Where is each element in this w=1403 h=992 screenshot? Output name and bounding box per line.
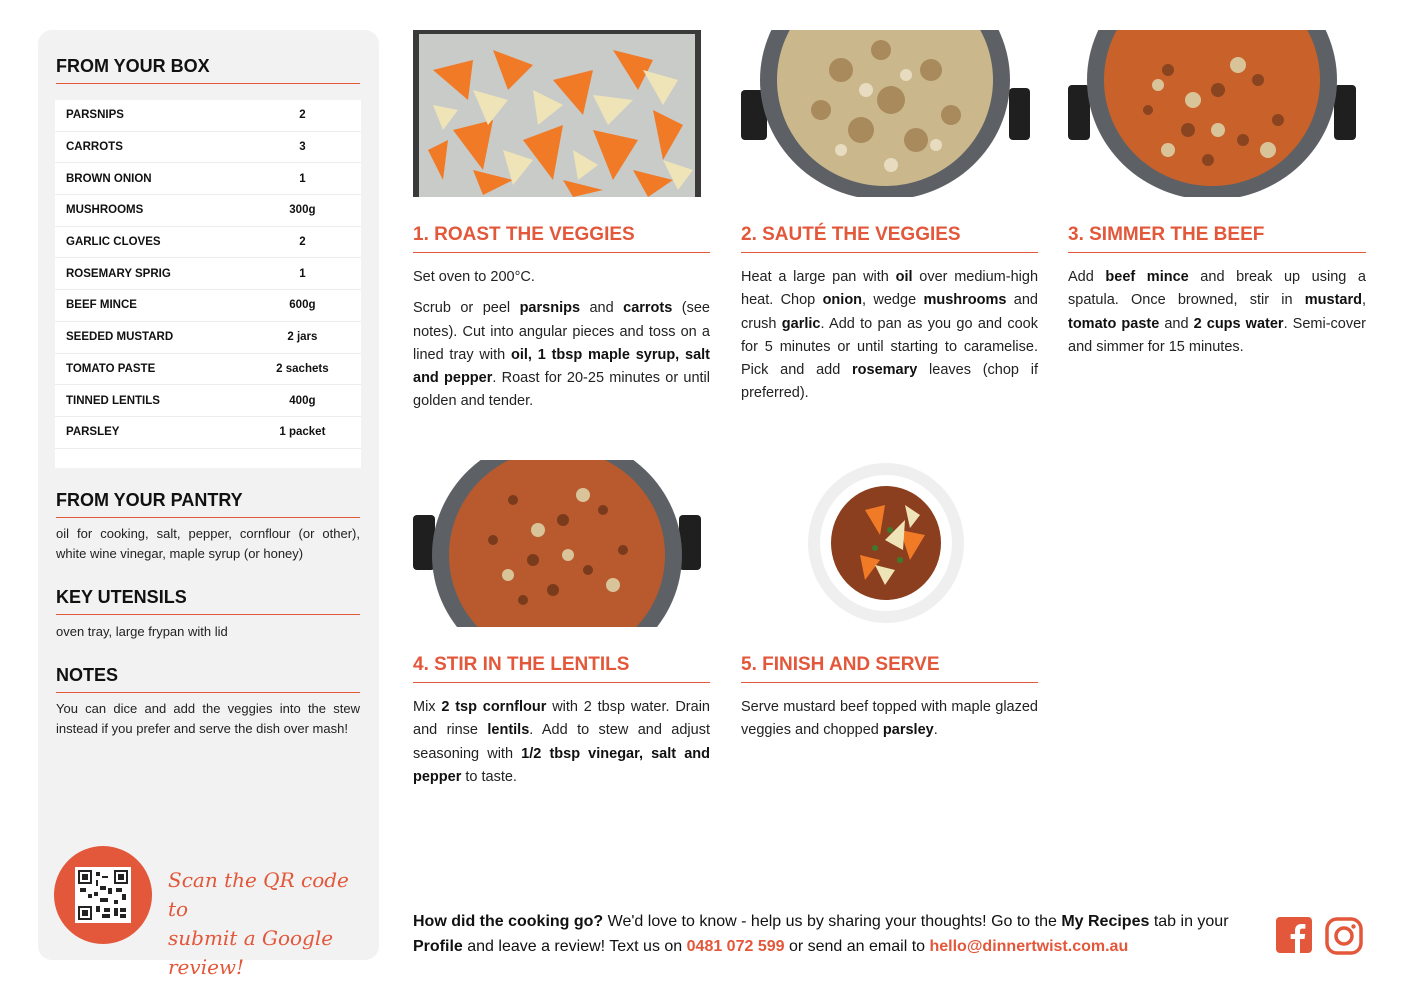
qr-message [168, 866, 368, 982]
step-1-para-1: Set oven to 200°C. [413, 269, 535, 285]
footer-text: How did the cooking go? [413, 913, 604, 930]
instruction-text: . Semi-cover and simmer for 15 minutes. [1068, 315, 1366, 355]
step-3-body [1068, 266, 1366, 367]
step-1-body [413, 266, 710, 422]
instruction-text: and break up using a spatula. Once browned, stir in [1068, 269, 1366, 309]
ingredient-row [55, 132, 361, 164]
ingredient-qty: 2 [299, 109, 306, 122]
instruction-text: . Add to pan as you go and cook for 5 minutes or until starting to caramelise. Pick and add [741, 315, 1038, 379]
ingredient-name: GARLIC CLOVES [66, 236, 161, 249]
step-5-title: 5. FINISH AND SERVE [741, 654, 1038, 683]
step-3-para-1 [1068, 266, 1366, 359]
qr-message-line1: Scan the QR code to [168, 868, 349, 921]
bold-ingredient: oil [895, 269, 913, 285]
instruction-text: and [580, 300, 624, 317]
bold-ingredient: oil, 1 tbsp maple syrup, salt and pepper [413, 346, 710, 387]
notes-text: You can dice and add the veggies into the stew instead if you prefer and serve the dish over mash! [56, 701, 360, 736]
instruction-text: leaves (chop if preferred). [741, 362, 1038, 402]
bold-ingredient: carrots [623, 300, 673, 317]
ingredient-name: CARROTS [66, 141, 123, 154]
footer-text: Profile [413, 938, 463, 955]
qr-badge[interactable] [54, 846, 152, 944]
ingredient-row [55, 100, 361, 132]
pantry-text: oil for cooking, salt, pepper, cornflour (or other), white wine vinegar, maple syrup (or honey) [56, 526, 360, 561]
ingredient-name: BROWN ONION [66, 172, 152, 185]
step-3-title: 3. SIMMER THE BEEF [1068, 224, 1366, 253]
ingredient-qty: 600g [289, 299, 316, 312]
instruction-text: . Roast for 20-25 minutes or until golden and tender. [413, 370, 710, 410]
step-1-title: 1. ROAST THE VEGGIES [413, 224, 710, 253]
pantry-title: FROM YOUR PANTRY [56, 490, 360, 518]
ingredient-row [55, 290, 361, 322]
ingredient-row [55, 227, 361, 259]
footer-text: or send an email to [784, 938, 930, 955]
instruction-text: Mix [413, 699, 442, 715]
finish-serve-photo [805, 460, 967, 627]
bold-ingredient: parsnips [519, 300, 581, 317]
bold-ingredient: beef mince [1105, 269, 1189, 285]
bold-ingredient: parsley [882, 722, 934, 739]
ingredient-name: TINNED LENTILS [66, 394, 160, 407]
notes-title: NOTES [56, 665, 360, 693]
ingredient-name: ROSEMARY SPRIG [66, 267, 171, 280]
bold-ingredient: onion [822, 292, 863, 309]
instruction-text: and crush [741, 292, 1038, 332]
footer-text: My Recipes [1061, 913, 1150, 930]
bold-ingredient: mustard [1304, 292, 1362, 309]
footer-text: tab in your [1149, 913, 1229, 930]
instruction-text: . Add to stew and adjust seasoning with [413, 722, 710, 762]
step-1-para-2 [413, 297, 710, 413]
ingredient-row [55, 163, 361, 195]
step-2-body [741, 266, 1038, 414]
ingredient-row [55, 258, 361, 290]
ingredient-qty: 300g [289, 204, 316, 217]
ingredient-qty: 2 jars [287, 331, 318, 344]
step-4-title: 4. STIR IN THE LENTILS [413, 654, 710, 683]
ingredient-qty: 1 packet [279, 426, 326, 439]
ingredient-qty: 3 [299, 141, 306, 154]
ingredient-name: PARSLEY [66, 426, 120, 439]
ingredient-row [55, 322, 361, 354]
bold-ingredient: lentils [487, 722, 530, 739]
instruction-text: Add [1068, 269, 1106, 285]
qr-code-icon[interactable] [75, 867, 131, 923]
ingredient-name: PARSNIPS [66, 109, 124, 122]
ingredient-name: SEEDED MUSTARD [66, 331, 174, 344]
instruction-text: to taste. [461, 768, 517, 785]
ingredients-panel [38, 30, 379, 979]
ingredient-qty: 400g [289, 394, 316, 407]
instruction-text: , wedge [862, 292, 924, 309]
instruction-text: Heat a large pan with [741, 269, 896, 285]
bold-ingredient: 2 tsp cornflour [441, 699, 547, 715]
ingredients-table [55, 100, 361, 468]
utensils-title: KEY UTENSILS [56, 587, 360, 615]
instruction-text: . [933, 722, 938, 739]
step-5-body [741, 696, 1038, 751]
ingredient-qty: 1 [299, 267, 306, 280]
ingredient-qty: 2 [299, 236, 306, 249]
utensils-text: oven tray, large frypan with lid [56, 624, 228, 639]
instruction-text: and [1159, 315, 1194, 332]
simmer-beef-photo [1068, 30, 1356, 197]
bold-ingredient: garlic [781, 315, 821, 332]
instruction-text: , [1361, 292, 1366, 309]
step-4-body [413, 696, 710, 797]
ingredient-name: MUSHROOMS [66, 204, 144, 217]
feedback-footer [413, 909, 1263, 959]
step-4-para-1 [413, 696, 710, 789]
stir-lentils-photo [413, 460, 701, 627]
qr-message-line2: submit a Google review! [168, 926, 334, 979]
step-5-para-1 [741, 696, 1038, 743]
ingredient-qty: 1 [299, 172, 306, 185]
instruction-text: Serve mustard beef topped with maple glazed veggies and chopped [741, 699, 1038, 739]
ingredient-name: BEEF MINCE [66, 299, 137, 312]
step-2-para-1 [741, 266, 1038, 406]
footer-text: We'd love to know - help us by sharing your thoughts! Go to the [603, 913, 1062, 930]
bold-ingredient: mushrooms [923, 292, 1007, 309]
bold-ingredient: 2 cups water [1193, 315, 1284, 332]
step-2-title: 2. SAUTÉ THE VEGGIES [741, 224, 1038, 253]
bold-ingredient: rosemary [852, 362, 918, 379]
saute-veggies-photo [741, 30, 1030, 197]
bold-ingredient: tomato paste [1068, 315, 1160, 332]
instruction-text: over medium-high heat. Chop [741, 269, 1039, 309]
instruction-text: (see notes). Cut into angular pieces and toss on a lined tray with [413, 300, 710, 363]
ingredient-row [55, 417, 361, 449]
roast-veggies-photo [413, 30, 701, 197]
footer-text: and leave a review! Text us on [462, 938, 687, 955]
instagram-icon[interactable] [1325, 917, 1363, 955]
contact-link[interactable]: 0481 072 599 [686, 938, 785, 955]
ingredient-qty: 2 sachets [276, 362, 329, 375]
instruction-text: Scrub or peel [413, 300, 520, 317]
facebook-icon[interactable] [1276, 917, 1314, 955]
ingredient-name: TOMATO PASTE [66, 362, 156, 375]
ingredient-row [55, 195, 361, 227]
instruction-text: with 2 tbsp water. Drain and rinse [413, 699, 710, 739]
contact-link[interactable]: hello@dinnertwist.com.au [929, 938, 1129, 955]
bold-ingredient: 1/2 tbsp vinegar, salt and pepper [413, 745, 711, 785]
box-title: FROM YOUR BOX [56, 56, 360, 84]
ingredient-row [55, 354, 361, 386]
ingredient-row [55, 385, 361, 417]
